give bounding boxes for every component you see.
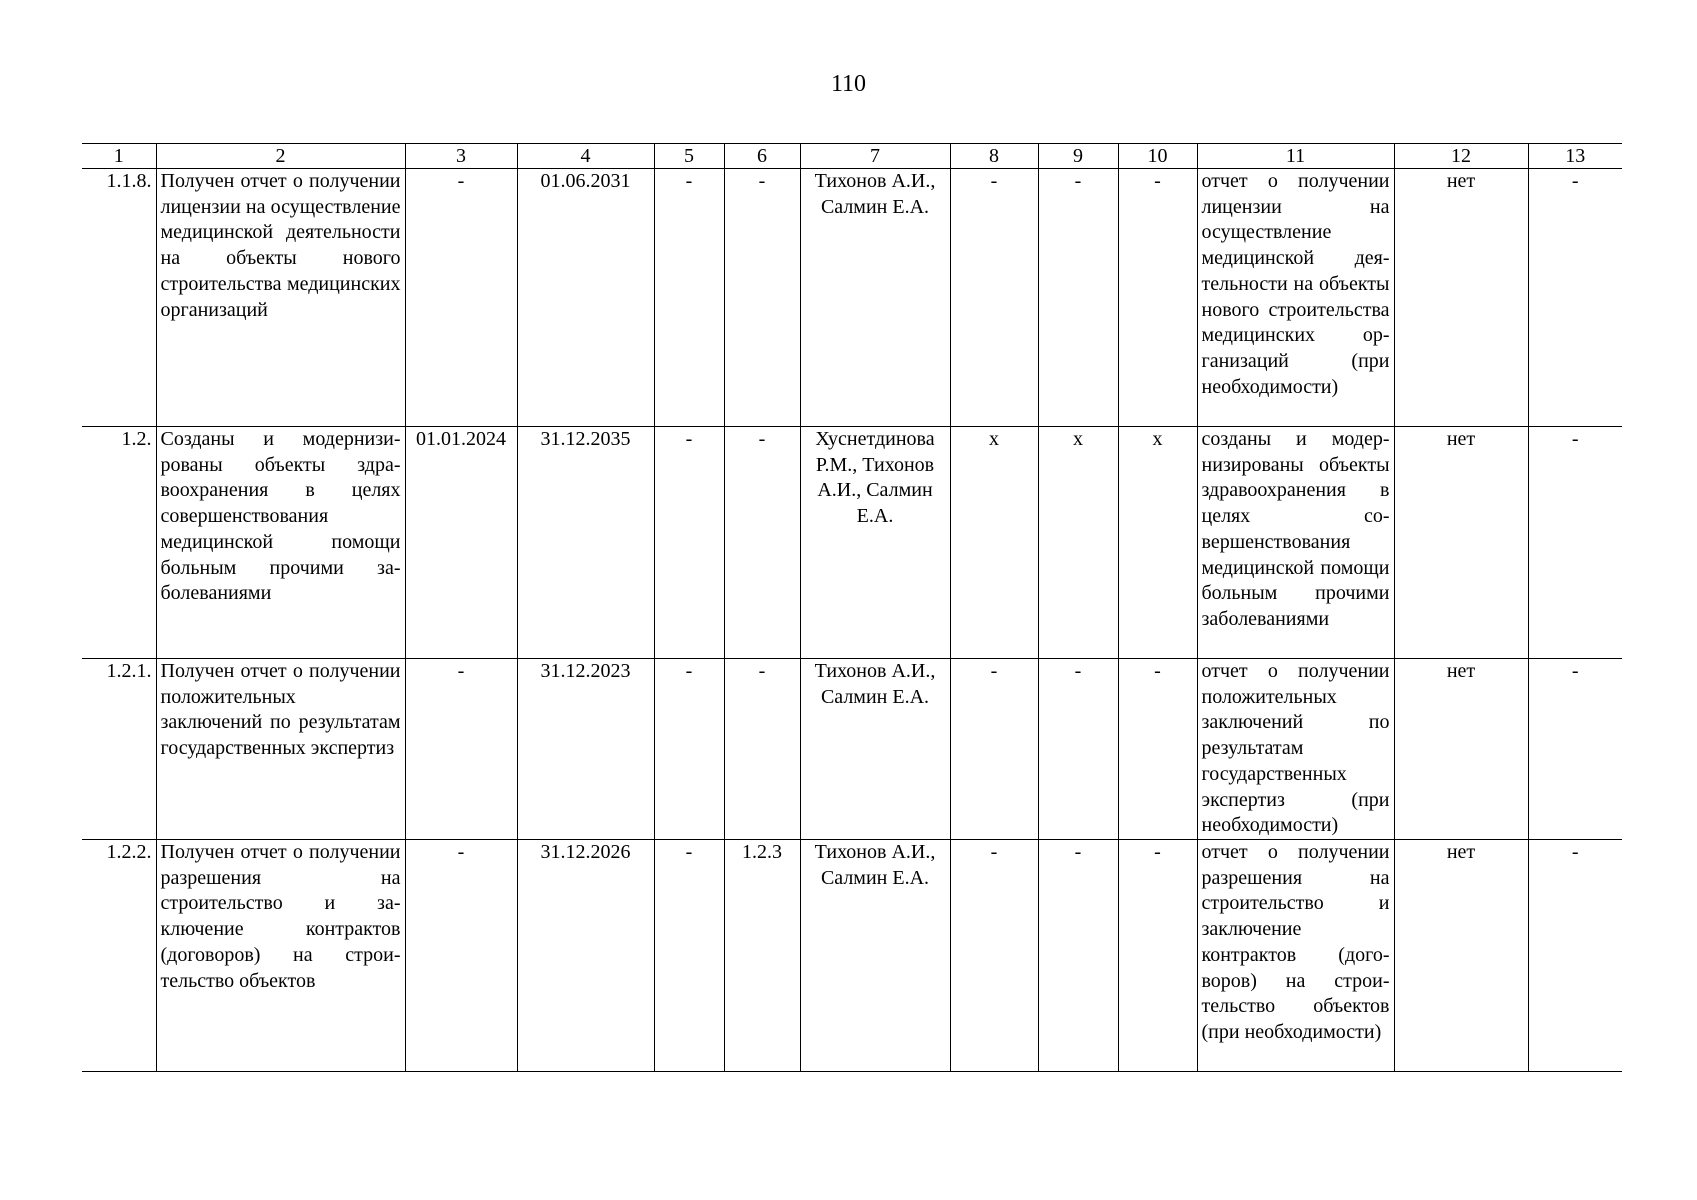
result-document: отчет о получении лицензии на осуществление медицинской деятельности на объекты нового строительства медицинских организаций (при необходимости): [1197, 169, 1394, 427]
responsible-persons: Тихонов А.И., Салмин Е.А.: [800, 659, 950, 840]
related-item: -: [724, 169, 800, 427]
result-document: созданы и модернизированы объекты здравоохранения в целях совершенствования медицинской помощи больным прочими заболеваниями: [1197, 427, 1394, 659]
column-12-value: нет: [1394, 840, 1528, 1072]
column-9-value: х: [1038, 427, 1118, 659]
start-date: -: [405, 840, 517, 1072]
item-description: Получен отчет о получении положительных заключений по результатам государственных экспертиз: [156, 659, 405, 840]
item-number: 1.1.8.: [82, 169, 156, 427]
column-13-value: -: [1528, 427, 1622, 659]
column-header: 1: [82, 144, 156, 169]
column-10-value: -: [1118, 840, 1197, 1072]
column-header: 11: [1197, 144, 1394, 169]
column-9-value: -: [1038, 169, 1118, 427]
column-13-value: -: [1528, 169, 1622, 427]
column-header: 3: [405, 144, 517, 169]
column-9-value: -: [1038, 659, 1118, 840]
table-row: [82, 659, 1622, 840]
item-description: Получен отчет о получении лицензии на осуществление медицинской деятельности на объекты нового строительства медицинских организаций: [156, 169, 405, 427]
column-12-value: нет: [1394, 427, 1528, 659]
end-date: 31.12.2035: [517, 427, 654, 659]
column-header: 5: [654, 144, 724, 169]
table-header: [82, 144, 1622, 169]
column-5-value: -: [654, 427, 724, 659]
start-date: 01.01.2024: [405, 427, 517, 659]
column-10-value: -: [1118, 659, 1197, 840]
column-12-value: нет: [1394, 659, 1528, 840]
column-5-value: -: [654, 840, 724, 1072]
start-date: -: [405, 659, 517, 840]
column-13-value: -: [1528, 659, 1622, 840]
column-header: 10: [1118, 144, 1197, 169]
table-row: [82, 427, 1622, 659]
item-number: 1.2.1.: [82, 659, 156, 840]
plan-table: [82, 143, 1622, 1072]
item-description: Получен отчет о получении разрешения на строительство и заключение контрактов (договоров) на строительство объектов: [156, 840, 405, 1072]
table-row: [82, 840, 1622, 1072]
table-body: [82, 169, 1622, 1072]
end-date: 31.12.2023: [517, 659, 654, 840]
column-header: 2: [156, 144, 405, 169]
end-date: 31.12.2026: [517, 840, 654, 1072]
column-8-value: х: [950, 427, 1038, 659]
result-document: отчет о получении положительных заключений по результатам государственных экспертиз (при необходимости): [1197, 659, 1394, 840]
column-header: 4: [517, 144, 654, 169]
column-header: 8: [950, 144, 1038, 169]
column-10-value: х: [1118, 427, 1197, 659]
column-header: 13: [1528, 144, 1622, 169]
page-number: 110: [830, 71, 867, 97]
column-12-value: нет: [1394, 169, 1528, 427]
item-number: 1.2.2.: [82, 840, 156, 1072]
column-9-value: -: [1038, 840, 1118, 1072]
start-date: -: [405, 169, 517, 427]
item-description: Созданы и модернизированы объекты здравоохранения в целях совершенствования медицинской помощи больным прочими заболеваниями: [156, 427, 405, 659]
column-header: 12: [1394, 144, 1528, 169]
responsible-persons: Хуснетдинова Р.М., Тихонов А.И., Салмин Е.А.: [800, 427, 950, 659]
column-header: 6: [724, 144, 800, 169]
column-number-row: [82, 144, 1622, 169]
column-5-value: -: [654, 169, 724, 427]
column-8-value: -: [950, 840, 1038, 1072]
responsible-persons: Тихонов А.И., Салмин Е.А.: [800, 840, 950, 1072]
end-date: 01.06.2031: [517, 169, 654, 427]
column-5-value: -: [654, 659, 724, 840]
responsible-persons: Тихонов А.И., Салмин Е.А.: [800, 169, 950, 427]
column-header: 9: [1038, 144, 1118, 169]
column-header: 7: [800, 144, 950, 169]
column-10-value: -: [1118, 169, 1197, 427]
item-number: 1.2.: [82, 427, 156, 659]
related-item: -: [724, 659, 800, 840]
related-item: 1.2.3: [724, 840, 800, 1072]
column-13-value: -: [1528, 840, 1622, 1072]
related-item: -: [724, 427, 800, 659]
column-8-value: -: [950, 659, 1038, 840]
result-document: отчет о получении разрешения на строительство и заключение контрактов (договоров) на строительство объектов (при необходимости): [1197, 840, 1394, 1072]
column-8-value: -: [950, 169, 1038, 427]
table-row: [82, 169, 1622, 427]
